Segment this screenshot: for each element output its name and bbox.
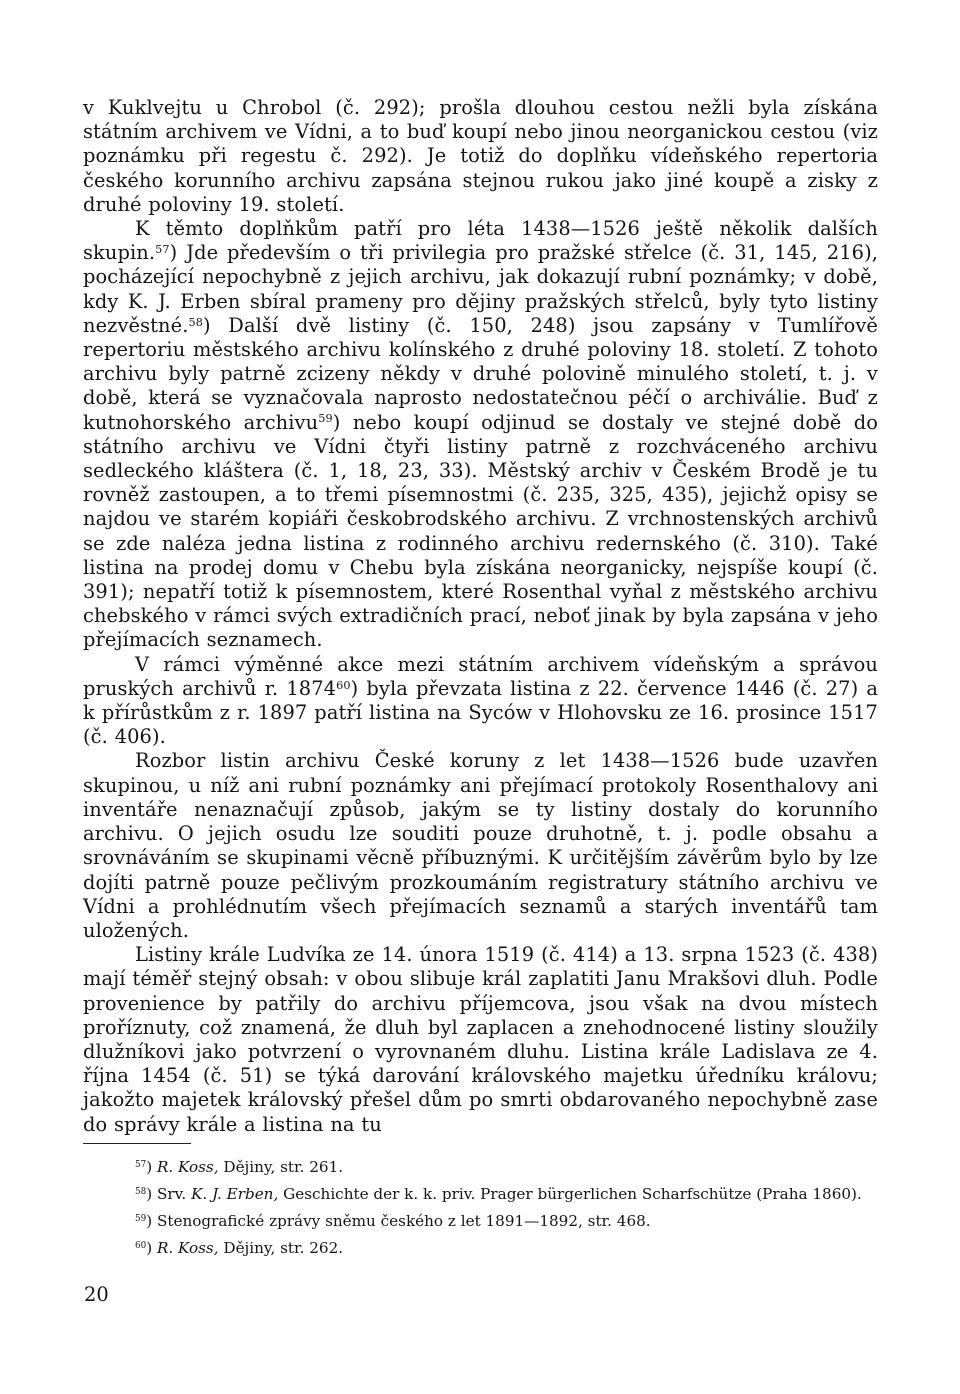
author-name: K. J. Erben, [191, 1184, 279, 1203]
text-run: ) Stenografické zprávy sněmu českého z let 1891—1892, str. 468. [146, 1211, 651, 1230]
text-run: Rozbor listin archivu České koruny z let 1438—1526 bude uzavřen skupinou, u níž ani rubní poznámky ani přejímací protokoly Rosenthalovy ani inventáře nenaznačují způsob, jakým se ty listiny dostaly do korunního archivu. O jejich osudu lze souditi pouze druhotně, t. j. podle obsahu a srovnáváním se skupinami věcně příbuznými. K určitějším závěrům bylo by lze dojíti patrně pouze pečlivým prozkoumáním registratury státního archivu ve Vídni a prohlédnutím všech přejímacích seznamů a starých inventářů tam uložených. [83, 749, 878, 942]
paragraph [83, 96, 878, 217]
footnote-ref: 58 [188, 315, 203, 329]
paragraph [83, 653, 878, 750]
body-text [83, 96, 878, 1137]
text-run: Geschichte der k. k. priv. Prager bürgerlichen Scharfschütze (Praha 1860). [278, 1184, 862, 1203]
paragraph [83, 217, 878, 653]
footnotes [83, 1156, 878, 1259]
text-run: ) Jde především o tři privilegia pro pražské střelce (č. 31, 145, 216), pocházející nepochybně z jejich archivu, jak dokazují rubní poznámky; v době, kdy K. J. Erben sbíral prameny pro dějiny pražských střelců, byly tyto listiny nezvěstné. [83, 241, 878, 337]
text-run: K těmto doplňkům patří pro léta 1438—1526 ještě několik dalších skupin. [83, 217, 878, 265]
text-run: V rámci výměnné akce mezi státním archivem vídeňským a správou pruských archivů r. 1874 [83, 652, 878, 700]
footnote-ref: 60 [336, 678, 351, 692]
footnote [83, 1237, 878, 1259]
text-run: ) nebo koupí odjinud se dostaly ve stejné době do státního archivu ve Vídni čtyři listiny patrně z rozchváceného archivu sedleckého kláštera (č. 1, 18, 23, 33). Městský archiv v Českém Brodě je tu rovněž zastoupen, a to třemi písemnostmi (č. 235, 325, 435), jejichž opisy se najdou ve starém kopiáři českobrodského archivu. Z vrchnostenských archivů se zde naléza jedna listina z rodinného archivu redernského (č. 310). Také listina na prodej domu v Chebu byla získána neorganicky, nejspíše koupí (č. 391); nepatří totiž k písemnostem, které Rosenthal vyňal z městského archivu chebského v rámci svých extradičních prací, neboť jinak by byla zapsána v jeho přejímacích seznamech. [83, 410, 878, 652]
author-name: R. Koss, [156, 1238, 219, 1257]
author-name: R. Koss, [156, 1157, 219, 1176]
text-run: Dějiny, str. 262. [218, 1238, 344, 1257]
page-number: 20 [84, 1283, 109, 1306]
text-run: v Kuklvejtu u Chrobol (č. 292); prošla dlouhou cestou nežli byla získána státním archivem ve Vídni, a to buď koupí nebo jinou neorganickou cestou (viz poznámku při regestu č. 292). Je totiž do doplňku vídeňského repertoria českého korunního archivu zapsána stejnou rukou jako jiné koupě a zisky z druhé poloviny 19. století. [83, 96, 878, 216]
footnote [83, 1210, 878, 1232]
footnote-number: 59 [135, 1213, 147, 1224]
page-content [83, 96, 878, 1264]
text-run: ) [146, 1238, 157, 1257]
text-run: ) Další dvě listiny (č. 150, 248) jsou zapsány v Tumlířově repertoriu městského archivu kolínského z druhé poloviny 18. století. Z tohoto archivu byly patrně zcizeny někdy v druhé polovině minulého století, t. j. v době, která se vyznačovala naprosto nedostatečnou péčí o archiválie. Buď z kutnohorského archivu [83, 313, 878, 434]
text-run: Dějiny, str. 261. [218, 1157, 344, 1176]
footnote-number: 57 [135, 1159, 147, 1170]
paragraph [83, 943, 878, 1137]
footnote-rule [83, 1143, 191, 1144]
footnote [83, 1183, 878, 1205]
text-run: ) [146, 1157, 157, 1176]
text-run: ) byla převzata listina z 22. července 1446 (č. 27) a k přírůstkům z r. 1897 patří listina na Syców v Hlohovsku ze 16. prosince 1517 (č. 406). [83, 676, 878, 749]
paragraph [83, 749, 878, 943]
footnote-number: 60 [135, 1240, 147, 1251]
text-run: Listiny krále Ludvíka ze 14. února 1519 (č. 414) a 13. srpna 1523 (č. 438) mají téměř stejný obsah: v obou slibuje král zaplatiti Janu Mrakšovi dluh. Podle provenience by patřily do archivu příjemcova, jsou však na dvou místech proříznuty, což znamená, že dluh byl zaplacen a znehodnocené listiny sloužily dlužníkovi jako potvrzení o vyrovnaném dluhu. Listina krále Ladislava ze 4. října 1454 (č. 51) se týká darování královského majetku úředníku královu; jakožto majetek královský přešel dům po smrti obdarovaného nepochybně zase do správy krále a listina na tu [83, 943, 878, 1136]
footnote-ref: 57 [155, 243, 170, 257]
footnote-ref: 59 [318, 412, 333, 426]
text-run: ) Srv. [146, 1184, 192, 1203]
footnote-number: 58 [135, 1186, 147, 1197]
footnote [83, 1156, 878, 1178]
